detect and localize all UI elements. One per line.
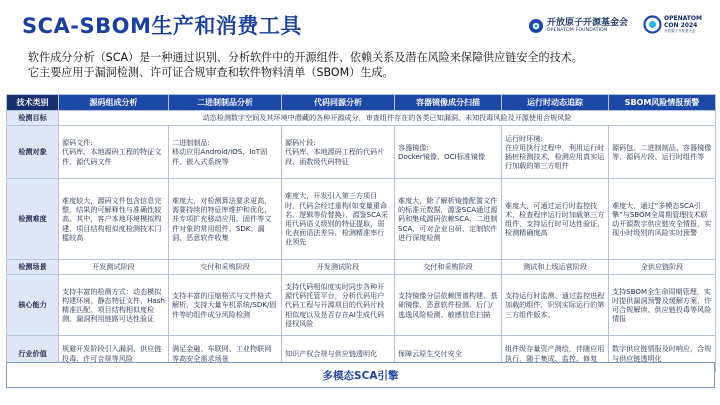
table-cell: 难度大，除了解析镜像配置文件的标准元数据，源鉴SCA通过源码和集成源码依赖SCA、二进制SCA，可对企业自研、定制软件进行深度检测 bbox=[395, 179, 502, 260]
table-cell: 难度大，通过“多模态SCA引擎”与SBOM全周期管理技术联动开源数字供应链安全情报，实现小时级别的风险实时预警 bbox=[609, 179, 716, 260]
ocon-logo-icon bbox=[643, 15, 662, 34]
table-cell: 知识产权合规与供应链透明化 bbox=[282, 336, 395, 372]
table-cell: 规避开发阶段引入漏洞、供应链投毒、许可合规等风险 bbox=[59, 336, 169, 372]
ocon-line-3: 开放原子开发者大会 bbox=[664, 29, 696, 33]
goal-cell: 动态检测数字空间及其环境中潜藏的各种开源成分，审查组件存在的各类已知漏洞、未知投毒风险及开源使用合规风险 bbox=[59, 111, 716, 126]
openatom-con-logo bbox=[643, 15, 702, 34]
row-label: 检测场景 bbox=[7, 260, 59, 275]
table-cell: 组件级存量资产测绘，伴随应用执行，随于集成、监控、修复 bbox=[502, 336, 609, 372]
column-header: 二进制制品分析 bbox=[169, 95, 282, 111]
table-cell: 二进制制品: 移动应用Android/iOS、IoT固件、嵌入式系统等 bbox=[169, 126, 282, 179]
table-cell: 源码文件: 代码库、本地源码工程的特征文件、源代码文件 bbox=[59, 126, 169, 179]
table-cell: 容器镜像: Docker镜像、OCI标准镜像 bbox=[395, 126, 502, 179]
page-title: SCA-SBOM生产和消费工具 bbox=[22, 14, 302, 38]
table-cell: 交付和采购阶段 bbox=[395, 260, 502, 275]
column-header: 代码同源分析 bbox=[282, 95, 395, 111]
table-cell: 测试和上线运营阶段 bbox=[502, 260, 609, 275]
footer-engine-bar: 多模态SCA引擎 bbox=[6, 362, 715, 388]
intro-line-1: 软件成分分析（SCA）是一种通过识别、分析软件中的开源组件、依赖关系及潜在风险来保障供应链安全的技术。 bbox=[28, 51, 583, 64]
ocon-line-1: OPENATOM bbox=[664, 15, 702, 22]
table-cell: 满足金融、车联网、工业物联网等高安全需求场景 bbox=[169, 336, 282, 372]
table-cell: 支持SBOM全生命周期管理，实时提供漏洞预警及缓解方案，许可合规解读、供应链投毒等风险情报 bbox=[609, 275, 716, 336]
table-cell: 源码包、二进制制品、容器镜像等、源码片段、运行时组件等 bbox=[609, 126, 716, 179]
ocon-line-2: CON 2024 bbox=[664, 22, 698, 29]
row-label: 行业价值 bbox=[7, 336, 59, 372]
intro-text bbox=[28, 50, 708, 80]
table-cell: 保障云原生交付安全 bbox=[395, 336, 502, 372]
openatom-cn-name: 开放原子开源基金会 bbox=[547, 18, 629, 28]
table-cell: 数字供应链情报及时响应，合规与供应链透明化 bbox=[609, 336, 716, 372]
table-cell: 支持代码相似度实时同步各种开源代码托管平台，分析代码用户代码工程与开源项目的代码片段相似度以及是否存在AI生成代码侵权风险 bbox=[282, 275, 395, 336]
table-cell: 源码片段: 代码库、本地源码工程的代码片段、函数级代码特征 bbox=[282, 126, 395, 179]
table-cell: 支持镜像分层依赖图谱构建、基础镜像、恶意软件检测、后门/逃逸风险检测、敏感信息扫描 bbox=[395, 275, 502, 336]
sca-comparison-table bbox=[6, 94, 716, 372]
table-cell: 支持丰富的检测方式：动态模拟构建环境、静态特征文件、Hash精准匹配、项目结构相似度检测、漏洞利用链路可达性验证 bbox=[59, 275, 169, 336]
table-cell: 开发测试阶段 bbox=[59, 260, 169, 275]
table-cell: 全供应链阶段 bbox=[609, 260, 716, 275]
table-cell: 支持运行时监测、通过监控进程加载的组件，识别实际运行的第三方组件版本。 bbox=[502, 275, 609, 336]
row-core-capability bbox=[7, 275, 716, 336]
row-label: 检测目标 bbox=[7, 111, 59, 126]
table-cell: 运行时环境: 在应用执行过程中，利用运行时插桩检测技术，检测应用真实运行加载的第三方组件 bbox=[502, 126, 609, 179]
row-label: 核心能力 bbox=[7, 275, 59, 336]
table-cell: 难度大，对检测算法要求更高，需要持续的特征库维护和优化，并专项扩充移动应用、固件等文件对象的常用组件、SDK、漏洞、恶意软件收集 bbox=[169, 179, 282, 260]
intro-line-2: 它主要应用于漏洞检测、许可证合规审查和软件物料清单（SBOM）生成。 bbox=[28, 66, 394, 79]
table-cell: 交付和采购阶段 bbox=[169, 260, 282, 275]
column-header: 源码组成分析 bbox=[59, 95, 169, 111]
column-header: 运行时动态追踪 bbox=[502, 95, 609, 111]
openatom-en-name: OPENATOM FOUNDATION bbox=[547, 28, 608, 33]
column-header: 容器镜像成分扫描 bbox=[395, 95, 502, 111]
row-detection-object bbox=[7, 126, 716, 179]
openatom-foundation-logo bbox=[528, 18, 628, 34]
table-header-row bbox=[7, 95, 716, 111]
row-detection-difficulty bbox=[7, 179, 716, 260]
openatom-logo-icon bbox=[528, 18, 544, 34]
column-header: SBOM风险情报预警 bbox=[609, 95, 716, 111]
header-corner: 技术类别 bbox=[7, 95, 59, 111]
row-detection-goal bbox=[7, 111, 716, 126]
table-cell: 难度较大，源码文件包含信息完整，结果的可解释性与准确性较高。其中，客户本地环境模拟构建、项目结构相似度检测技术门槛较高 bbox=[59, 179, 169, 260]
table-cell: 支持丰富的压缩格式与文件格式解析，支持大量车机系统/SDK/固件等的组件成分风险检测 bbox=[169, 275, 282, 336]
row-detection-scene bbox=[7, 260, 716, 275]
table-cell: 开发测试阶段 bbox=[282, 260, 395, 275]
table-cell: 难度大，可通过运行时监控技术，检查程序运行时加载第三方组件，支持运行时可达性验证，检测精确度高 bbox=[502, 179, 609, 260]
row-label: 检测对象 bbox=[7, 126, 59, 179]
table-cell: 难度大，开发引入第三方项目时，代码会经过重构(如变量重命名、逻辑等价替换），源鉴SCA采用代码语义级别的特征提取，弱化表面语法差异，检测精准率行业领先 bbox=[282, 179, 395, 260]
row-label: 检测难度 bbox=[7, 179, 59, 260]
